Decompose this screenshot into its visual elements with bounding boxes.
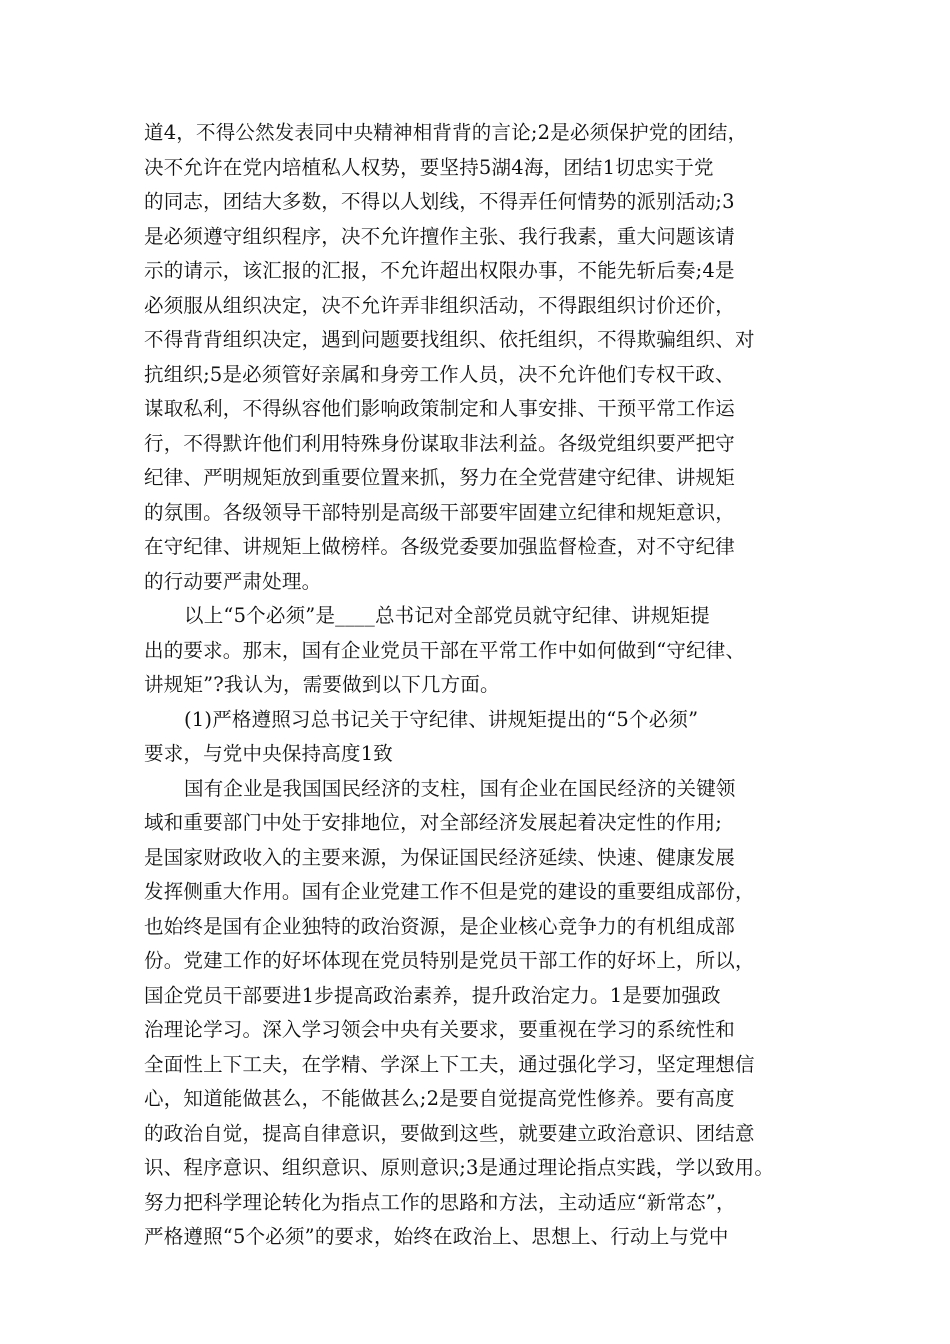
text-line: 行，不得默许他们利用特殊身份谋取非法利益。各级党组织要严把守: [144, 431, 736, 455]
text-line: 在守纪律、讲规矩上做榜样。各级党委要加强监督检查，对不守纪律: [144, 535, 736, 558]
text-line: 是必须遵守组织程序，决不允许擅作主张、我行我素，重大问题该请: [144, 224, 736, 248]
paragraph: [144, 599, 808, 703]
text-line: 讲规矩”?我认为，需要做到以下几方面。: [144, 673, 500, 696]
text-line: 道4，不得公然发表同中央精神相背背的言论;2是必须保护党的团结，: [144, 121, 748, 144]
section-heading: [144, 703, 808, 772]
text-line: 努力把科学理论转化为指点工作的思路和方法，主动适应“新常态”，: [144, 1190, 736, 1214]
text-line: 决不允许在党内培植私人权势，要坚持5湖4海，团结1切忠实于党: [144, 155, 714, 179]
paragraph: [144, 116, 808, 599]
text-line: 以上“5个必须”是____总书记对全部党员就守纪律、讲规矩提: [184, 604, 710, 627]
text-line: 出的要求。那末，国有企业党员干部在平常工作中如何做到“守纪律、: [144, 638, 746, 662]
text-line: 要求，与党中央保持高度1致: [144, 742, 394, 765]
text-line: 示的请示，该汇报的汇报，不允许超出权限办事，不能先斩后奏;4是: [144, 259, 735, 282]
text-line: 必须服从组织决定，决不允许弄非组织活动，不得跟组织讨价还价，: [144, 293, 736, 317]
text-line: 抗组织;5是必须管好亲属和身旁工作人员，决不允许他们专权干政、: [144, 362, 735, 386]
text-line: 的氛围。各级领导干部特别是高级干部要牢固建立纪律和规矩意识，: [144, 500, 736, 524]
text-line: 国企党员干部要进1步提高政治素养，提升政治定力。1是要加强政: [144, 983, 721, 1007]
text-line: 发挥侧重大作用。国有企业党建工作不但是党的建设的重要组成部份，: [144, 880, 755, 903]
text-line: 治理论学习。深入学习领会中央有关要求，要重视在学习的系统性和: [144, 1018, 736, 1041]
text-line: 的政治自觉，提高自律意识，要做到这些，就要建立政治意识、团结意: [144, 1121, 755, 1145]
text-line: 纪律、严明规矩放到重要位置来抓，努力在全党营建守纪律、讲规矩: [144, 466, 736, 489]
text-line: 的同志，团结大多数，不得以人划线，不得弄任何情势的派别活动;3: [144, 190, 735, 213]
text-line: 不得背背组织决定，遇到问题要找组织、依托组织，不得欺骗组织、对: [144, 328, 755, 351]
text-line: 严格遵照“5个必须”的要求，始终在政治上、思想上、行动上与党中: [144, 1225, 729, 1248]
text-line: 是国家财政收入的主要来源，为保证国民经济延续、快速、健康发展: [144, 845, 736, 869]
text-line: 识、程序意识、组织意识、原则意识;3是通过理论指点实践，学以致用。: [144, 1156, 775, 1179]
text-line: 域和重要部门中处于安排地位，对全部经济发展起着决定性的作用;: [144, 811, 723, 834]
text-line: 全面性上下工夫，在学精、学深上下工夫，通过强化学习，坚定理想信: [144, 1052, 755, 1076]
document-body: [144, 116, 808, 1255]
text-line: 谋取私利，不得纵容他们影响政策制定和人事安排、干预平常工作运: [144, 397, 736, 420]
text-line: 的行动要严肃处理。: [144, 569, 322, 593]
paragraph: [144, 772, 808, 1255]
text-line: 份。党建工作的好坏体现在党员特别是党员干部工作的好坏上，所以，: [144, 949, 755, 972]
text-line: (1)严格遵照习总书记关于守纪律、讲规矩提出的“5个必须”: [184, 707, 699, 731]
text-line: 国有企业是我国国民经济的支柱，国有企业在国民经济的关键领: [184, 776, 736, 800]
text-line: 也始终是国有企业独特的政治资源，是企业核心竞争力的有机组成部: [144, 914, 736, 938]
text-line: 心，知道能做甚么，不能做甚么;2是要自觉提高党性修养。要有高度: [144, 1087, 735, 1110]
